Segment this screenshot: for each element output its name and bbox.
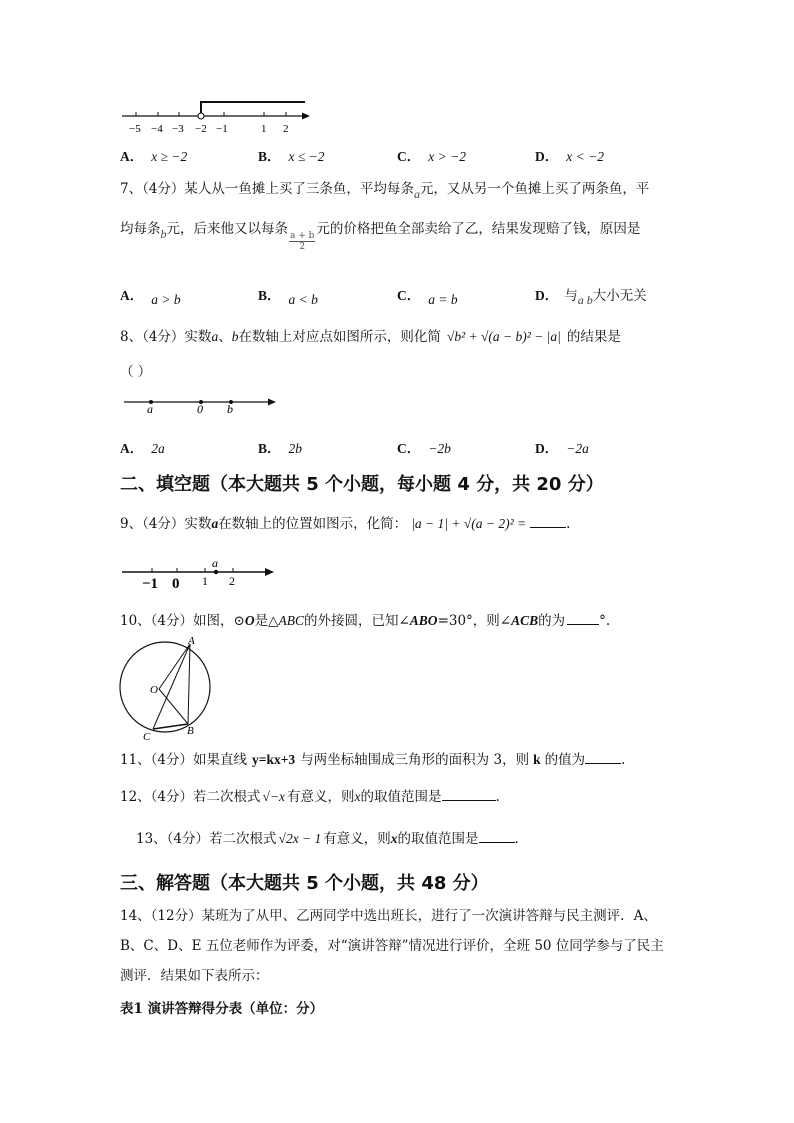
q6-tick-label: −2 — [195, 123, 207, 135]
q7-option-a[interactable]: A． a > b — [120, 288, 181, 307]
q8-option-a[interactable]: A． 2a — [120, 441, 165, 456]
q9-tick-label: 1 — [202, 574, 208, 588]
q6-number-line — [118, 92, 318, 136]
q6-tick-label: 2 — [283, 123, 289, 135]
q9-text: 9、（4分）实数a在数轴上的位置如图示，化简： |a − 1| + √(a − 2)² = . — [120, 516, 571, 532]
q6-option-b[interactable]: B． x ≤ −2 — [258, 149, 325, 164]
q9-tick-label: 0 — [172, 576, 180, 591]
q8-formula: √b² + √(a − b)² − |a| — [446, 329, 561, 344]
q9-tick-label: 2 — [229, 574, 235, 588]
section-3-heading: 三、解答题（本大题共 5 个小题，共 48 分） — [120, 873, 489, 894]
q12-radical: √−x — [262, 789, 286, 804]
q10-label-O: O — [150, 684, 158, 696]
q10-label-B: B — [187, 725, 194, 737]
q10-text: 10、（4分）如图，⊙O是△ABC的外接圆，已知∠ABO=30°，则∠ACB的为 °. — [120, 613, 611, 629]
q6-option-d[interactable]: D． x < −2 — [535, 149, 604, 164]
q14-line2: B、C、D、E 五位老师作为评委，对“演讲答辩”情况进行评价，全班 50 位同学参与了民主 — [120, 938, 664, 954]
q8-axis-label-0: 0 — [197, 402, 203, 416]
q13-answer-blank[interactable] — [479, 830, 515, 843]
q9-tick-label: −1 — [142, 576, 159, 591]
q9-answer-blank[interactable] — [530, 515, 566, 528]
q10-answer-blank[interactable] — [567, 612, 599, 625]
q9-number-line — [118, 555, 280, 591]
q7-option-c[interactable]: C． a = b — [397, 288, 458, 307]
q8-option-b[interactable]: B． 2b — [258, 441, 303, 456]
q12-text: 12、（4分）若二次根式 √−x 有意义，则x的取值范围是 . — [120, 789, 500, 805]
q6-tick-label: −4 — [151, 123, 163, 135]
q14-table-caption: 表1 演讲答辩得分表（单位：分） — [120, 1001, 324, 1017]
q8-axis-label-b: b — [227, 402, 233, 416]
q6-tick-label: 1 — [261, 123, 267, 135]
q14-line1: 14、（12分）某班为了从甲、乙两同学中选出班长，进行了一次演讲答辩与民主测评．A、 — [120, 908, 657, 924]
q7-line2: 均每条b元，后来他又以每条 $\frac{a + b}{2}$ 元的价格把鱼全部卖给了乙，结果发现赔了钱，原因是 — [120, 221, 641, 252]
q7-line1: 7、（4分）某人从一鱼摊上买了三条鱼，平均每条a元，又从另一个鱼摊上买了两条鱼，平 — [120, 181, 650, 201]
q8-option-c[interactable]: C． −2b — [397, 441, 451, 456]
q8-line1: 8、（4分）实数a、b在数轴上对应点如图所示，则化简 √b² + √(a − b)² − |a| 的结果是 — [120, 329, 621, 345]
q10-label-C: C — [143, 731, 151, 743]
q13-radical: √2x − 1 — [278, 831, 322, 846]
q6-tick-label: −5 — [129, 123, 141, 135]
q11-text: 11、（4分）如果直线 y=kx+3 与两坐标轴围成三角形的面积为 3，则 k 的值为 . — [120, 752, 626, 768]
q8-number-line — [120, 393, 282, 417]
q6-option-a[interactable]: A． x ≥ −2 — [120, 149, 188, 164]
q8-axis-label-a: a — [147, 402, 153, 416]
q6-option-c[interactable]: C． x > −2 — [397, 149, 466, 164]
q7-option-d[interactable]: D． 与a b大小无关 — [535, 288, 647, 307]
q9-point-label-a: a — [212, 556, 218, 570]
q10-label-A: A — [188, 635, 195, 647]
q12-answer-blank[interactable] — [442, 788, 496, 801]
q7-option-b[interactable]: B． a < b — [258, 288, 318, 307]
q6-tick-label: −3 — [172, 123, 184, 135]
q13-text: 13、（4分）若二次根式 √2x − 1 有意义，则x的取值范围是 . — [136, 831, 519, 847]
q8-option-d[interactable]: D． −2a — [535, 441, 589, 456]
section-2-heading: 二、填空题（本大题共 5 个小题，每小题 4 分，共 20 分） — [120, 474, 604, 495]
q9-formula: |a − 1| + √(a − 2)² = — [411, 516, 527, 531]
q14-line3: 测评．结果如下表所示： — [120, 968, 269, 984]
q6-tick-label: −1 — [216, 123, 228, 135]
q7-var-a: a — [413, 187, 420, 201]
q8-answer-paren: （ ） — [120, 364, 152, 380]
q7-var-b: b — [160, 227, 167, 241]
q7-fraction: $\frac{a + b}{2}$ — [290, 231, 315, 252]
q10-circle-figure — [112, 634, 222, 746]
q11-answer-blank[interactable] — [585, 751, 621, 764]
